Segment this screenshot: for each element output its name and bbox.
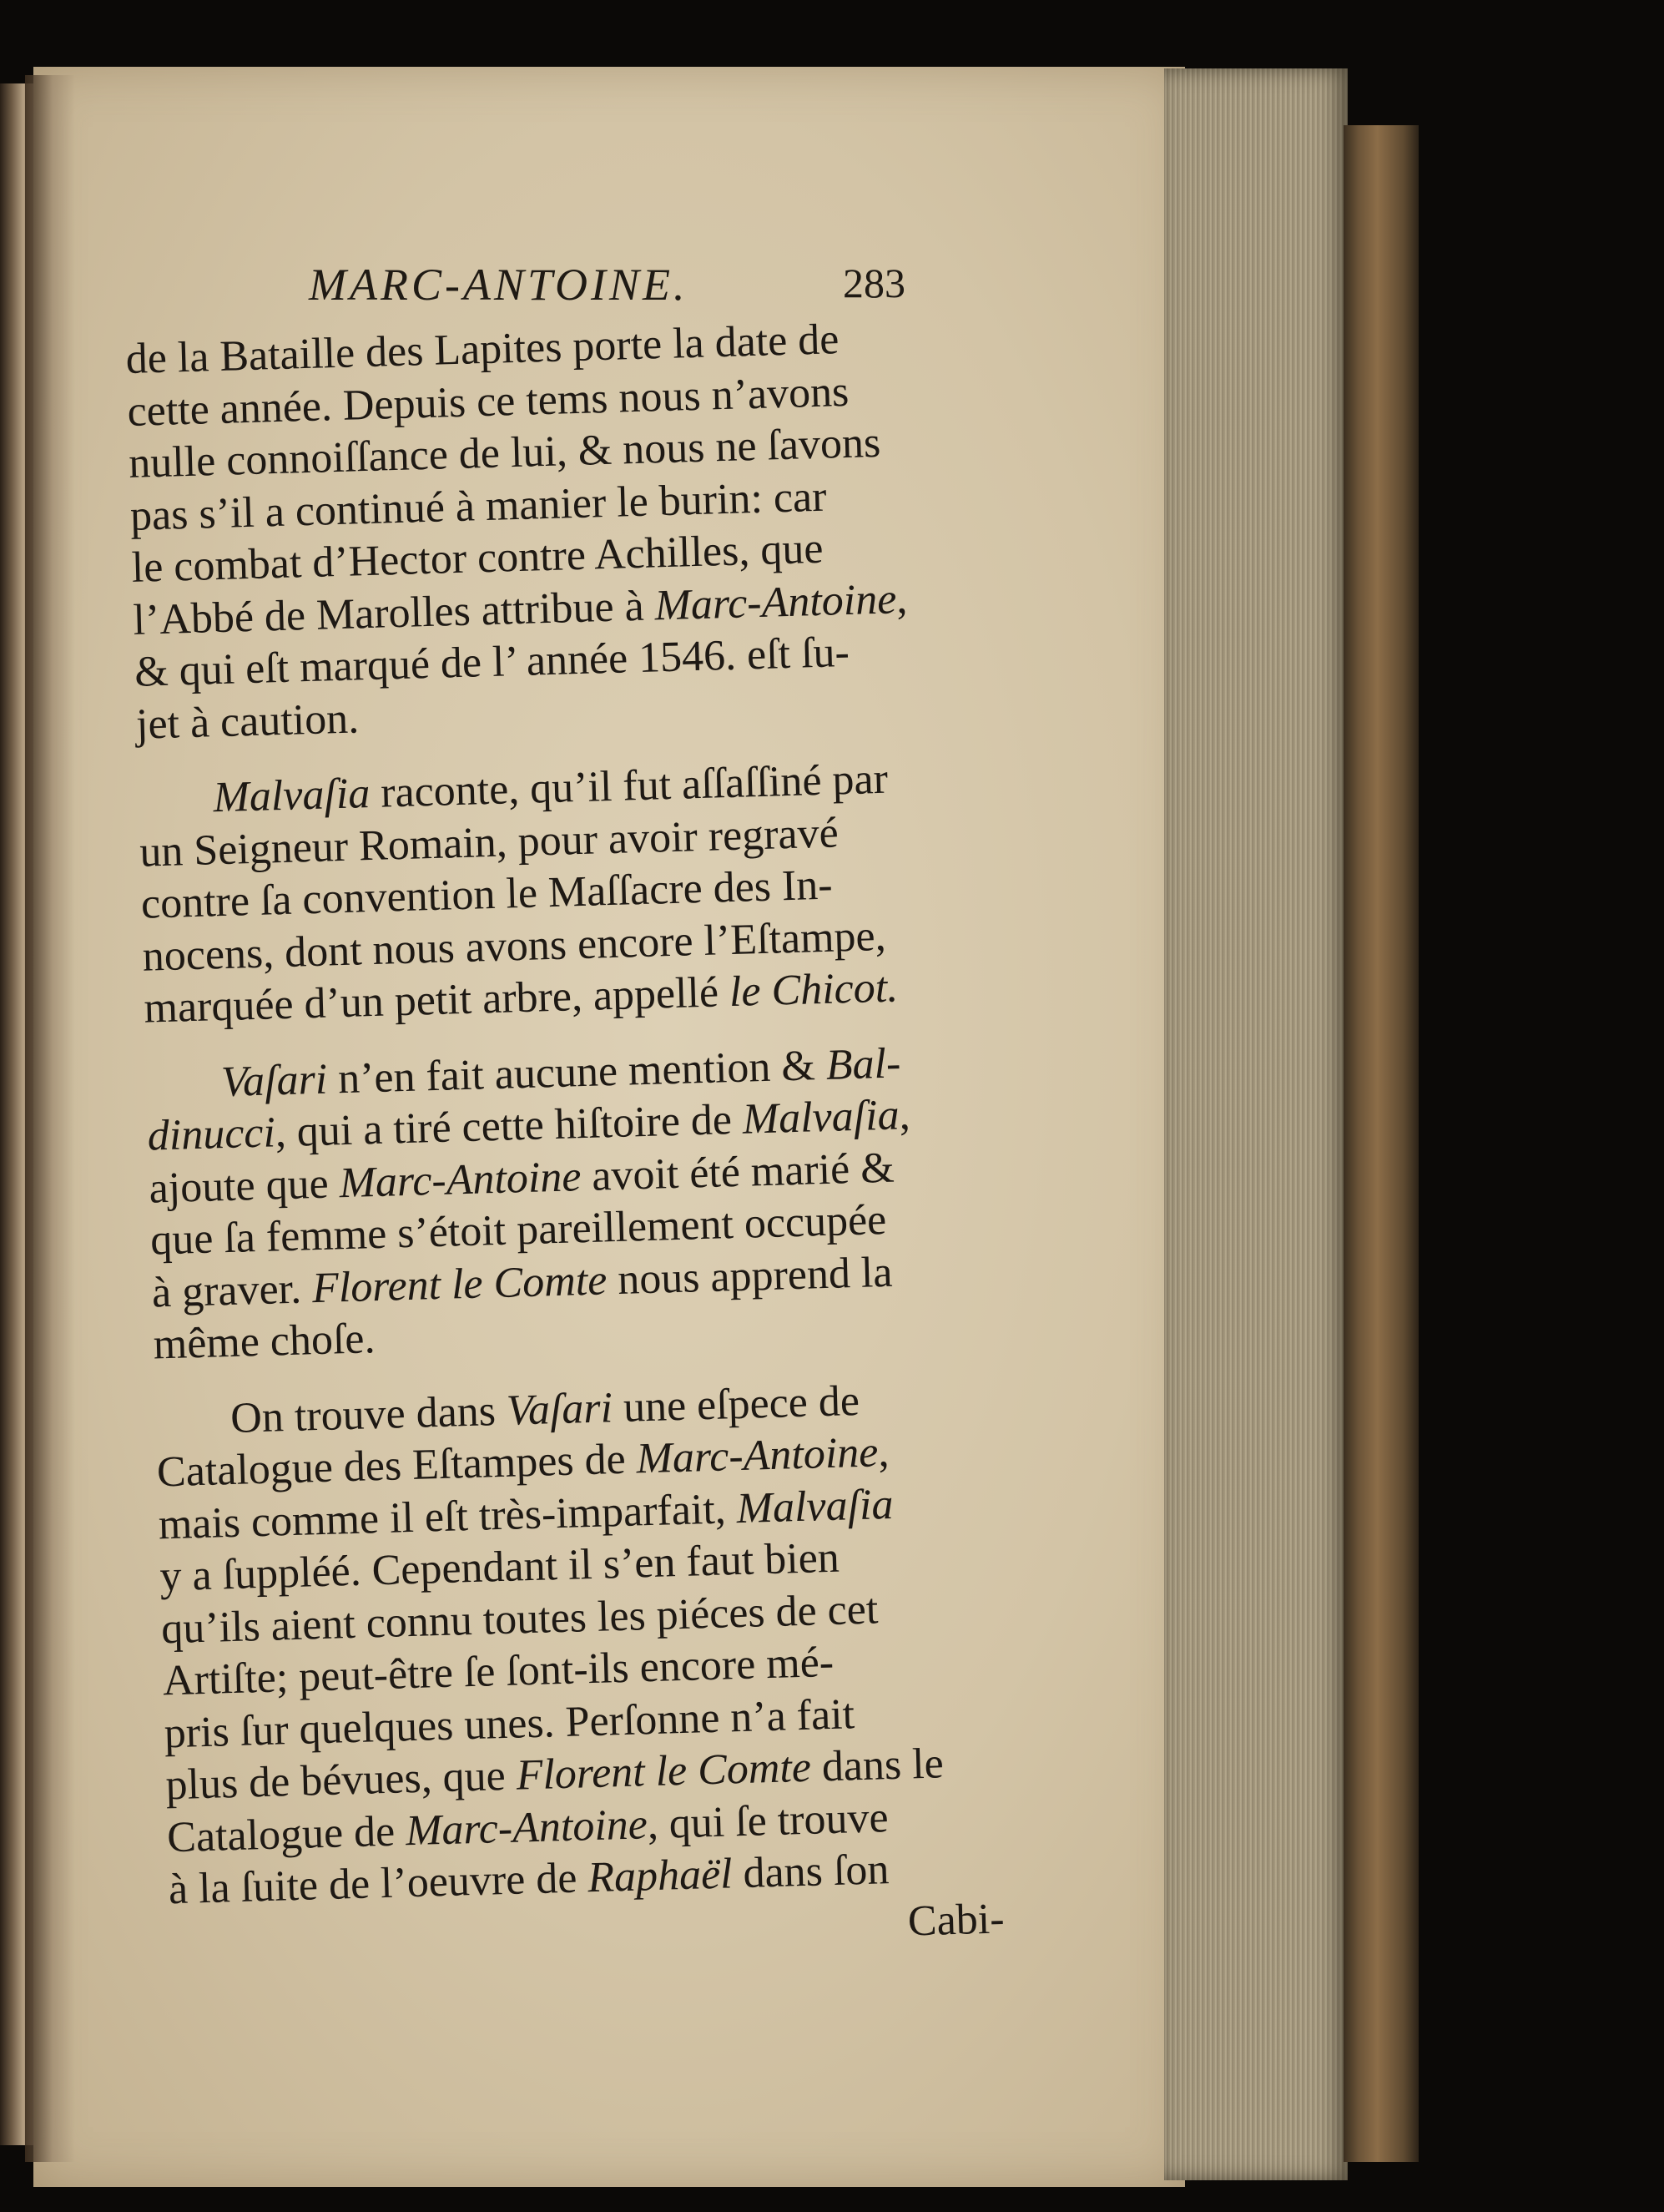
- text-run: à graver.: [151, 1264, 313, 1317]
- paragraph: [155, 1371, 1021, 1917]
- text-run: avoit été marié &: [580, 1144, 895, 1200]
- italic-run: Marc-Antoine: [338, 1152, 582, 1207]
- text-run: nulle connoiſſance de lui, & nous ne ſavons: [128, 418, 881, 487]
- running-title: MARC-ANTOINE.: [309, 260, 688, 310]
- italic-run: Marc-Antoine: [635, 1428, 880, 1483]
- text-run: Artiſte; peut-être ſe ſont-ils encore mé-: [162, 1638, 835, 1705]
- text-run: marquée d’un petit arbre, appellé: [143, 968, 730, 1033]
- paragraph: [145, 1035, 1005, 1371]
- italic-run: Marc-Antoine: [653, 574, 898, 629]
- book-gutter: [25, 75, 75, 2162]
- italic-run: Vaſari: [220, 1055, 328, 1106]
- italic-run: Malvaſia: [742, 1091, 900, 1144]
- text-run: pris ſur quelques unes. Perſonne n’a fait: [164, 1689, 855, 1757]
- italic-run: Raphaël: [587, 1850, 734, 1902]
- italic-run: le Chicot.: [729, 963, 899, 1017]
- text-run: de la Bataille des Lapites porte la date de: [125, 316, 840, 383]
- text-run: Catalogue de: [166, 1806, 406, 1861]
- catchword: Cabi-: [907, 1894, 1006, 1946]
- italic-run: Bal-: [824, 1038, 902, 1089]
- text-run: , qui ſe trouve: [646, 1793, 890, 1848]
- text-run: que ſa femme s’étoit pareillement occupée: [149, 1195, 887, 1265]
- page-number: 283: [843, 260, 905, 306]
- text-run: même choſe.: [153, 1315, 376, 1369]
- text-run: une eſpece de: [612, 1376, 860, 1432]
- text-run: On trouve dans: [229, 1386, 507, 1442]
- text-run: cette année. Depuis ce tems nous n’avons: [126, 367, 850, 436]
- text-run: contre ſa convention le Maſſacre des In-: [140, 861, 834, 928]
- text-run: dans le: [810, 1740, 945, 1791]
- text-run: Catalogue des Eſtampes de: [156, 1435, 638, 1497]
- text-run: & qui eſt marqué de l’ année 1546. eſt ſu-: [134, 628, 850, 696]
- paragraph: [138, 750, 996, 1035]
- text-run: pas s’il a continué à manier le burin: car: [129, 472, 828, 540]
- italic-run: Malvaſia: [212, 770, 371, 822]
- text-run: à la ſuite de l’oeuvre de: [168, 1854, 589, 1914]
- text-run: dans ſon: [731, 1846, 890, 1898]
- text-run: ,: [877, 1427, 890, 1477]
- text-run: n’en fait aucune mention &: [326, 1041, 827, 1103]
- italic-run: Vaſari: [506, 1383, 613, 1435]
- italic-run: Florent le Comte: [311, 1255, 608, 1312]
- text-run: plus de bévues, que: [164, 1751, 517, 1810]
- paragraph: [125, 311, 988, 751]
- text-run: ,: [898, 1091, 911, 1139]
- italic-run: Florent le Comte: [515, 1743, 812, 1800]
- page-block-edges: [1164, 68, 1348, 2180]
- text-run: ,: [895, 574, 908, 623]
- body-text: [125, 311, 1021, 1969]
- text-run: un Seigneur Romain, pour avoir regravé: [139, 808, 840, 876]
- text-run: , qui a tiré cette hiſtoire de: [275, 1095, 744, 1157]
- text-run: nocens, dont nous avons encore l’Eſtampe,: [142, 912, 887, 981]
- italic-run: dinucci: [147, 1109, 276, 1160]
- text-run: nous apprend la: [606, 1248, 894, 1304]
- text-run: raconte, qu’il fut aſſaſſiné par: [369, 755, 889, 818]
- text-run: jet à caution.: [135, 694, 360, 749]
- text-run: l’Abbé de Marolles attribue à: [132, 581, 656, 644]
- text-run: le combat d’Hector contre Achilles, que: [131, 524, 824, 592]
- text-run: ajoute que: [148, 1159, 340, 1213]
- text-run: mais comme il eſt très-imparfait,: [158, 1484, 738, 1548]
- italic-run: Malvaſia: [735, 1480, 895, 1533]
- italic-run: Marc-Antoine: [405, 1800, 648, 1855]
- book-cover-edge: [1344, 125, 1419, 2162]
- text-run: y a ſuppléé. Cependant il s’en faut bien: [159, 1533, 840, 1601]
- text-run: qu’ils aient connu toutes les piéces de cet: [160, 1584, 879, 1653]
